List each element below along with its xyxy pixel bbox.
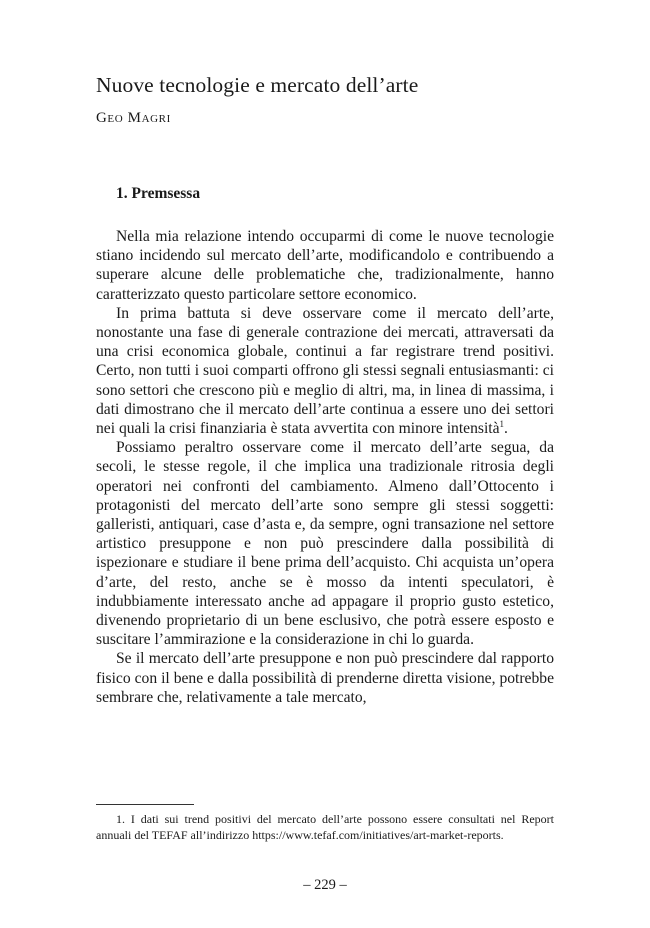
paragraph-text: In prima battuta si deve osservare come il mercato dell’arte, nonostante una fase di generale contrazione dei mercati, attraversati da una crisi economica globale, continui a far registrare trend positivi. Certo, non tutti i suoi comparti offrono gli stessi segnali entusiasmanti: ci sono settori che crescono più e meglio di altri, ma, in linea di massima, i dati dimostrano che il mercato dell’arte continua a essere uno dei settori nei quali la crisi finanziaria è stata avvertita con minore intensità (96, 304, 554, 438)
body-text (96, 227, 554, 707)
paragraph (96, 304, 554, 438)
paragraph: Possiamo peraltro osservare come il mercato dell’arte segua, da secoli, le stesse regole, il che implica una tradizionale ritrosia degli operatori nei confronti del cambiamento. Almeno dall’Ottocento i protagonisti del mercato dell’arte sono sempre gli stessi soggetti: galleristi, antiquari, case d’asta e, da sempre, ogni transazione nel settore artistico presuppone e non può prescindere dalla possibilità di ispezionare e studiare il bene prima dell’acquisto. Chi acquista un’opera d’arte, del resto, anche se è mosso da intenti speculatori, è indubbiamente interessato anche ad appagare il proprio gusto estetico, divenendo proprietario di un bene esclusivo, che potrà essere esposto e suscitare l’ammirazione e la considerazione in chi lo guarda. (96, 439, 554, 649)
paragraph: Nella mia relazione intendo occuparmi di come le nuove tecnologie stiano incidendo sul mercato dell’arte, modificandolo e contribuendo a superare alcune delle problematiche che, tradizionalmente, hanno caratterizzato questo particolare settore economico. (96, 228, 554, 303)
footnote-separator (96, 804, 194, 805)
page-number: – 229 – (303, 877, 347, 893)
article-title: Nuove tecnologie e mercato dell’arte (96, 73, 419, 97)
footnotes (96, 812, 554, 843)
footnote-reference[interactable]: 1 (499, 418, 505, 429)
article-author: Geo Magri (96, 110, 171, 126)
paragraph-text-end: . (504, 420, 508, 438)
paragraph: Se il mercato dell’arte presuppone e non può prescindere dal rapporto fisico con il bene e dalla possibilità di prenderne diretta visione, potrebbe sembrare che, relativamente a tale mercato, (96, 650, 554, 706)
footnote: 1. I dati sui trend positivi del mercato dell’arte possono essere consultati nel Report annuali del TEFAF all’indirizzo https://www.tefaf.com/initiatives/art-market-reports. (96, 812, 554, 842)
section-heading: 1. Premsessa (116, 185, 201, 202)
